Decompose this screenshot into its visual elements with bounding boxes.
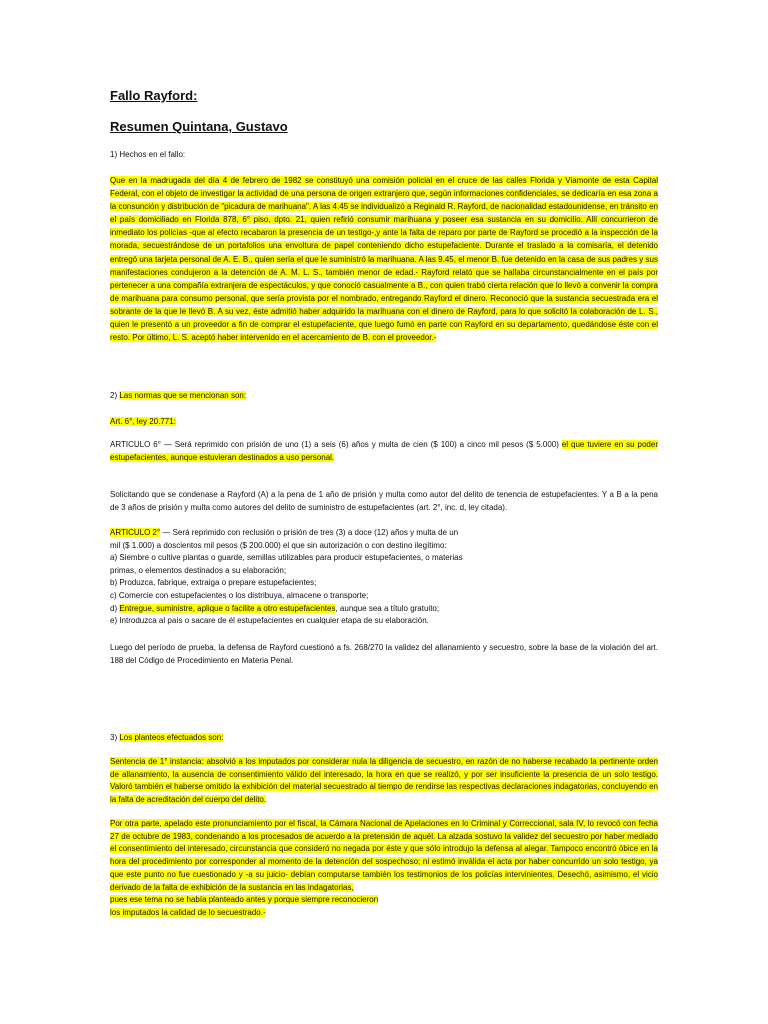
section-1-heading: 1) Hechos en el fallo: (110, 150, 186, 159)
final-line-1 (110, 894, 658, 907)
section-3-label: Los planteos efectuados son: (119, 733, 224, 742)
art2-line-e: e) Introduzca al país o sacare de él estupefacientes en cualquier etapa de su elaboración. (110, 616, 429, 626)
por-otra-parte-text: Por otra parte, apelado este pronunciamiento por el fiscal, la Cámara Nacional de Apelaciones en lo Criminal y Correccional, sala IV, lo revocó con fecha 27 de octubre de 1983, condenando a los procesados de acuerdo a la pretensión de aquél. La alzada sostuvo la validez del secuestro por haber mediado el consentimiento del interesado, circunstancia que consideró no negada por éste y que sólo introdujo la defensa al alegar. Tampoco encontró óbice en la hora del procedimiento por corresponder al momento de la detención del sospechoso; ni estimó inválida el acta por haber concurrido un solo testigo, ya que este punto no fue cuestionado y -a su juicio- debían computarse también los testimonios de los policías intervinientes. Desechó, asimismo, el vicio derivado de la falta de exhibición de la sustancia en las indagatorias, (110, 819, 658, 892)
art2-line-1 (110, 527, 658, 540)
section-3-heading (110, 731, 658, 744)
art2-text-1: — Será reprimido con reclusión o prisión de tres (3) a doce (12) años y multa de un (160, 528, 459, 537)
luego-paragraph: Luego del período de prueba, la defensa de Rayford cuestionó a fs. 268/270 la validez del allanamiento y secuestro, sobre la base de la violación del art. 188 del Código de Procedimiento en Materia Penal. (110, 643, 658, 665)
art2-line-a-cont: primas, o elementos destinados a su elaboración; (110, 565, 287, 575)
section-2-label: Las normas que se mencionan son: (119, 391, 247, 400)
art6-heading (110, 415, 658, 428)
sentencia-text: Sentencia de 1° instancia: absolvió a los imputados por considerar nula la diligencia de secuestro, en razón de no haberse recabado la pertinente orden de allanamiento, la ausencia de consentimiento válido del interesado, la hora en que se realizó, y por ser insuficiente la presencia de un solo testigo. Valoró también el haberse omitido la exhibición del material secuestrado al tiempo de rendirse las respectivas declaraciones indagatorias, concluyendo en la falta de acreditación del cuerpo del delito. (110, 757, 658, 805)
sentencia-paragraph (110, 756, 658, 807)
art2-d-rest: , aunque sea a título gratuito; (335, 603, 440, 613)
final-line-2-text: los imputados la calidad de lo secuestrado.- (110, 907, 266, 917)
document-title: Fallo Rayford: (110, 88, 198, 103)
art2-line-d (110, 603, 658, 616)
art2-d-prefix: d) (110, 603, 120, 613)
document-subtitle: Resumen Quintana, Gustavo (110, 119, 288, 134)
art2-line-b: b) Produzca, fabrique, extraiga o prepare estupefacientes; (110, 578, 317, 588)
solicitando-paragraph: Solicitando que se condenase a Rayford (A) a la pena de 1 año de prisión y multa como autor del delito de tenencia de estupefacientes. Y a B a la pena de 3 años de prisión y multa como autores del delito de suministro de estupefacientes (art. 2°, inc. d, ley citada). (110, 490, 658, 512)
art6-plain-text: ARTICULO 6° — Será reprimido con prisión de uno (1) a seis (6) años y multa de cien ($ 100) a cinco mil pesos ($ 5.000) (110, 440, 562, 449)
section-3-number: 3) (110, 733, 120, 742)
hechos-text: Que en la madrugada del día 4 de febrero de 1982 se constituyó una comisión policial en el cruce de las calles Florida y Viamonte de esta Capital Federal, con el objeto de investigar la actividad de una persona de origen extranjero que, según informaciones confidenciales, se dedicaría en esa zona a la consunción y distribución de "picadura de marihuana". A las 4.45 se individualizó a Reginald R. Rayford, de nacionalidad estadounidense, en tránsito en el país domiciliado en Florida 878, 6° piso, dpto. 21, quien refirió consumir marihuana y poseer esa sustancia en su domicilio. Allí concurrieron de inmediato los policías -que al efecto recabaron la presencia de un testigo-,y ante la falta de reparo por parte de Rayford se procedió a la inspección de la morada, secuestrándose de un portafolios una envoltura de papel conteniendo dicho estupefaciente. Durante el traslado a la comisaría, el detenido entregó una tarjeta personal de A. E. B., quien sería el que le suministró la marihuana. A las 9.45, el menor B. fue detenido en la casa de sus padres y sus manifestaciones condujeron a la detención de A. M. L. S., también menor de edad.- Rayford relató que se hallaba circunstancialmente en el país por pertenecer a una compañía extranjera de espectáculos, y que conoció casualmente a B., con quien trabó cierta relación que lo llevó a convenir la compra de marihuana para consumo personal, que sería provista por el nombrado, entregando Rayford el dinero. Reconoció que la sustancia secuestrada era el sobrante de la que le llevó B. A su vez, éste admitió haber adquirido la marihuana con el dinero de Rayford, para lo que solicitó la colaboración de L. S., quien le presentó a un proveedor a fin de comprar el estupefaciente, que luego fumó en parte con Rayford en su departamento, quedándose éste con el resto. Por último, L. S. aceptó haber intervenido en el acercamiento de B. con el proveedor.- (110, 176, 658, 343)
art2-line-a: a) Siembre o cultive plantas o guarde, semillas utilizables para producir estupefacientes, o materias (110, 553, 463, 563)
section-2-heading (110, 389, 658, 402)
art2-line-c: c) Comercie con estupefacientes o los distribuya, almacene o transporte; (110, 590, 369, 600)
art6-paragraph (110, 439, 658, 464)
final-line-2 (110, 907, 658, 920)
art2-d-highlight: Entregue, suministre, aplique o facilite a otro estupefacientes (119, 603, 336, 613)
hechos-paragraph (110, 174, 658, 344)
section-2-number: 2) (110, 391, 120, 400)
art6-heading-text: Art. 6°, ley 20.771: (110, 417, 176, 426)
final-line-1-text: pues ese tema no se había planteado antes y porque siempre reconocieron (110, 895, 379, 905)
art6-highlight-text: el que tuviere en su poder estupefacientes, aunque estuvieran destinados a uso personal. (110, 440, 658, 462)
por-otra-parte-paragraph (110, 818, 658, 920)
art2-line-2: mil ($ 1.000) a doscientos mil pesos ($ 200.000) el que sin autorización o con destino ilegítimo: (110, 540, 447, 550)
art2-label: ARTICULO 2° (110, 528, 161, 537)
art2-block (110, 527, 658, 628)
